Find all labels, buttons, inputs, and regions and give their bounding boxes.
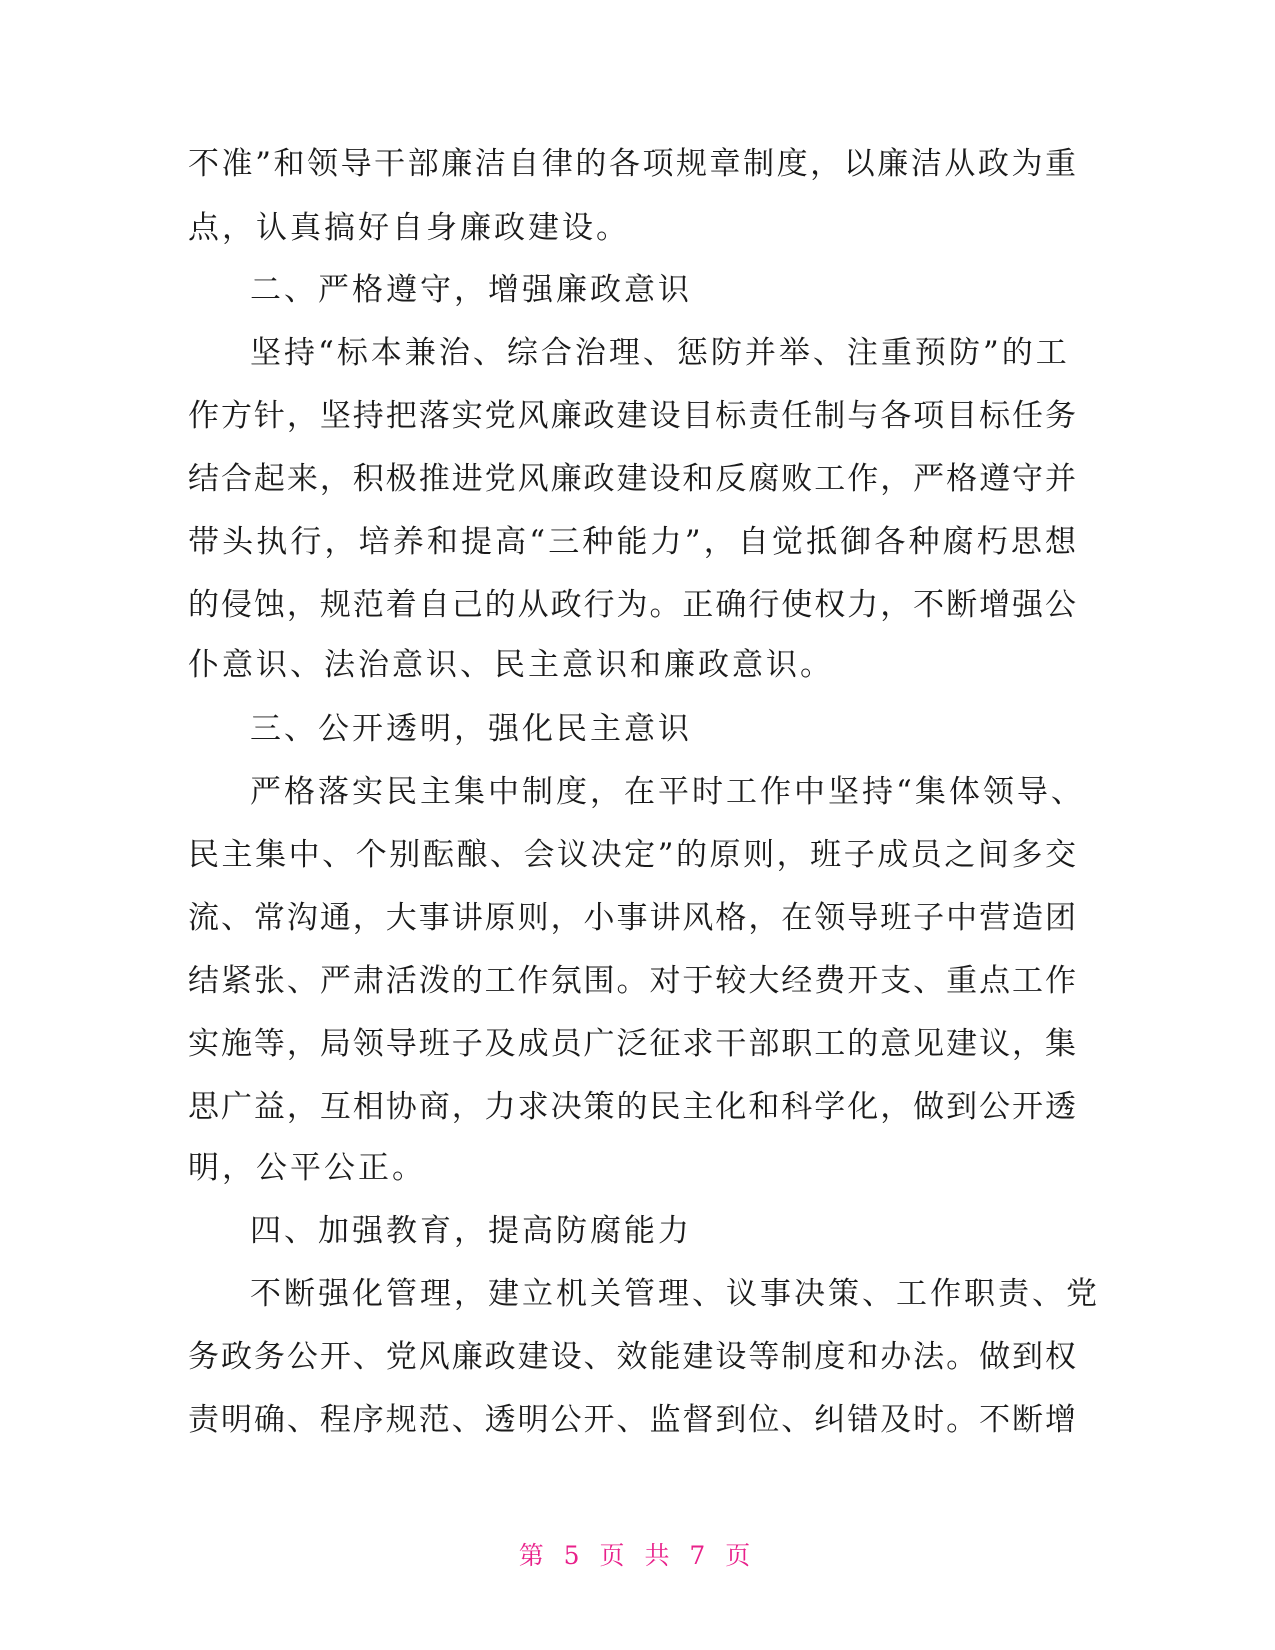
paragraph-line: 实施等，局领导班子及成员广泛征求干部职工的意见建议，集 (188, 1026, 1076, 1062)
section-heading: 四、加强教育，提高防腐能力 (250, 1213, 692, 1249)
paragraph-line: 带头执行，培养和提高“三种能力”，自觉抵御各种腐朽思想 (188, 524, 1076, 560)
paragraph-line: 作方针，坚持把落实党风廉政建设目标责任制与各项目标任务 (188, 398, 1076, 434)
paragraph-line: 结紧张、严肃活泼的工作氛围。对于较大经费开支、重点工作 (188, 963, 1076, 999)
paragraph-line: 不准”和领导干部廉洁自律的各项规章制度，以廉洁从政为重 (188, 146, 1076, 182)
paragraph-line: 务政务公开、党风廉政建设、效能建设等制度和办法。做到权 (188, 1339, 1076, 1375)
paragraph-line: 的侵蚀，规范着自己的从政行为。正确行使权力，不断增强公 (188, 587, 1076, 623)
page-number-footer: 第 5 页 共 7 页 (518, 1541, 757, 1570)
paragraph-line: 思广益，互相协商，力求决策的民主化和科学化，做到公开透 (188, 1089, 1076, 1125)
paragraph-line: 点，认真搞好自身廉政建设。 (188, 210, 630, 246)
paragraph-line: 结合起来，积极推进党风廉政建设和反腐败工作，严格遵守并 (188, 461, 1076, 497)
paragraph-line: 仆意识、法治意识、民主意识和廉政意识。 (188, 647, 834, 683)
paragraph-line: 民主集中、个别酝酿、会议决定”的原则，班子成员之间多交 (188, 837, 1076, 873)
section-heading: 三、公开透明，强化民主意识 (250, 711, 692, 747)
paragraph-line: 责明确、程序规范、透明公开、监督到位、纠错及时。不断增 (188, 1402, 1076, 1438)
paragraph-line: 明，公平公正。 (188, 1150, 426, 1186)
paragraph-line: 流、常沟通，大事讲原则，小事讲风格，在领导班子中营造团 (188, 900, 1076, 936)
section-heading: 二、严格遵守，增强廉政意识 (250, 272, 692, 308)
paragraph-line: 严格落实民主集中制度，在平时工作中坚持“集体领导、 (250, 774, 1085, 810)
paragraph-line: 坚持“标本兼治、综合治理、惩防并举、注重预防”的工 (250, 335, 1070, 371)
paragraph-line: 不断强化管理，建立机关管理、议事决策、工作职责、党 (250, 1276, 1100, 1312)
